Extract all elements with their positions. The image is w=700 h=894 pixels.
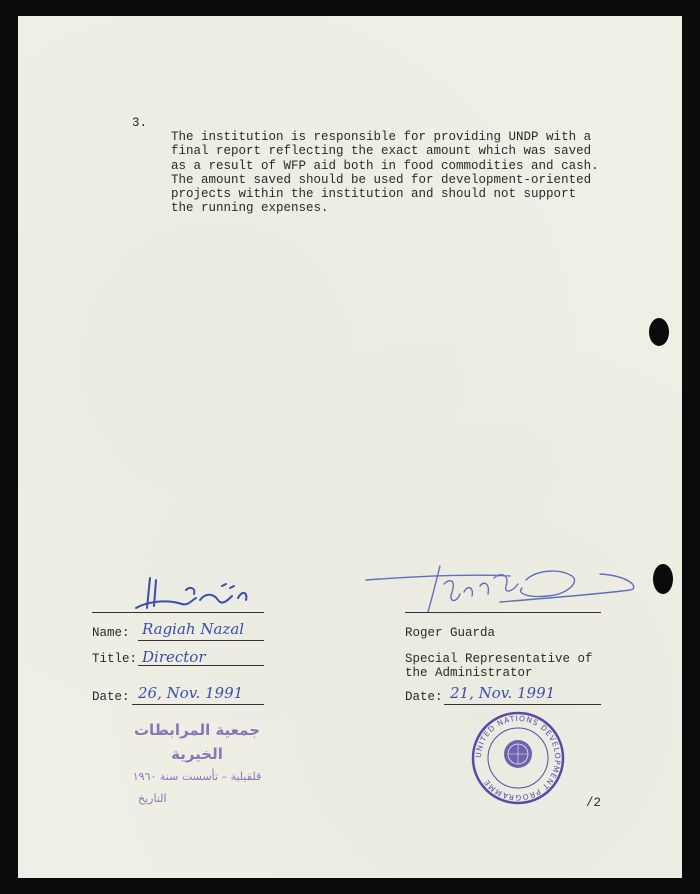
title-fill-line [138,665,264,666]
right-date-label: Date: [405,690,443,704]
name-value: Ragiah Nazal [142,620,245,638]
left-date-label: Date: [92,690,130,704]
paragraph-line: projects within the institution and should not support [171,187,577,202]
left-signature-line [92,612,264,613]
signatory-name: Roger Guarda [405,626,496,640]
seal-text: UNITED NATIONS DEVELOPMENT PROGRAMME [473,713,563,803]
right-date-fill-line [444,704,601,705]
paragraph-text [171,116,611,230]
punch-hole-top [649,318,669,346]
institution-stamp [122,718,272,805]
left-date-value: 26, Nov. 1991 [138,684,244,702]
paragraph-line: the running expenses. [171,201,329,216]
paragraph-line: The amount saved should be used for development-oriented [171,172,592,187]
left-date-fill-line [132,704,264,705]
paragraph-line: final report reflecting the exact amount which was saved [171,144,592,159]
title-label: Title: [92,652,138,666]
paragraph-line: as a result of WFP aid both in food commodities and cash. [171,158,599,173]
signatory-title-line1: Special Representative of [405,652,593,666]
stamp-line: قلقيلية – تأسست سنة ١٩٦٠ [132,770,262,783]
name-fill-line [138,640,264,641]
undp-seal [470,710,566,806]
paragraph-line: The institution is responsible for providing UNDP with a [171,130,592,145]
stamp-line: التاريخ [138,792,167,805]
name-label: Name: [92,626,130,640]
right-date-value: 21, Nov. 1991 [450,684,556,702]
stamp-line: جمعية المرابطات الخيرية [133,721,261,763]
signatory-title-line2: the Administrator [405,666,533,680]
right-signature-line [405,612,601,613]
right-signature [360,558,640,620]
left-signature [130,570,260,616]
paragraph-number: 3. [132,116,148,130]
page-number: /2 [586,796,602,810]
title-value: Director [142,648,206,666]
punch-hole-bottom [653,564,673,594]
